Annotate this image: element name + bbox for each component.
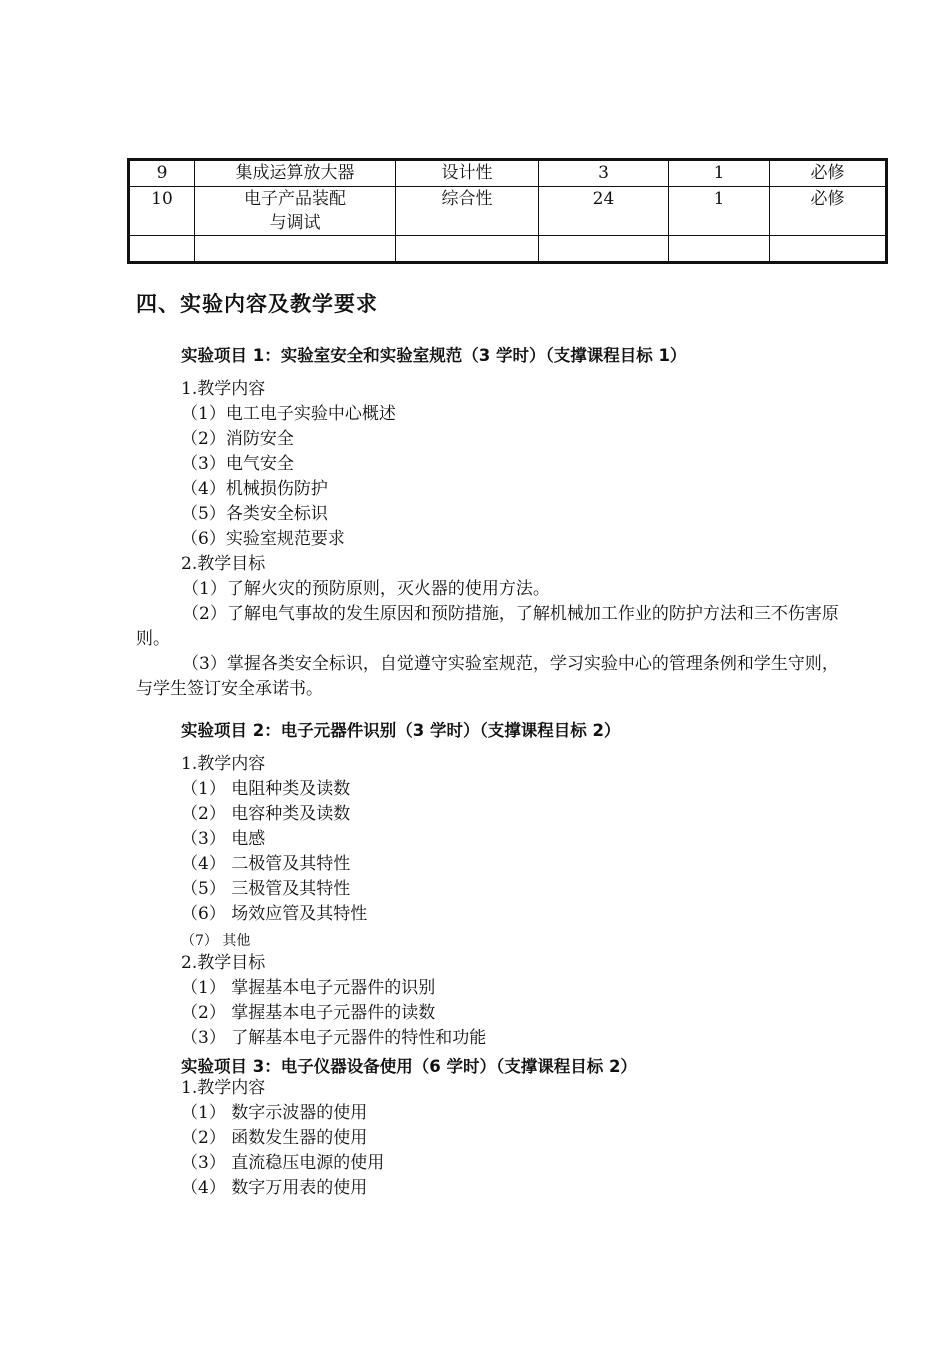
table-row: [129, 236, 887, 263]
table-cell: 必修: [770, 160, 887, 187]
list-item: （1） 电阻种类及读数: [181, 779, 351, 799]
table-cell: 综合性: [396, 187, 539, 236]
project-2-goals-label: 2.教学目标: [181, 953, 266, 973]
table-cell: 集成运算放大器: [195, 160, 396, 187]
table-cell: [770, 236, 887, 263]
table-cell: [195, 236, 396, 263]
table-row: [129, 187, 887, 236]
list-item: （3） 电感: [181, 829, 266, 849]
list-item: （1） 数字示波器的使用: [181, 1103, 368, 1123]
list-item: （2） 函数发生器的使用: [181, 1128, 368, 1148]
table-cell: 1: [669, 160, 770, 187]
project-3-heading: 实验项目 3：电子仪器设备使用（6 学时）（支撑课程目标 2）: [181, 1057, 637, 1076]
project-2-heading: 实验项目 2：电子元器件识别（3 学时）（支撑课程目标 2）: [181, 721, 621, 740]
list-item: （7） 其他: [181, 933, 251, 949]
goal-paragraph: （2）了解电气事故的发生原因和预防措施，了解机械加工作业的防护方法和三不伤害原则。: [136, 604, 839, 649]
table-cell: 设计性: [396, 160, 539, 187]
list-item: （5） 三极管及其特性: [181, 879, 351, 899]
project-2-content-label: 1.教学内容: [181, 754, 266, 774]
table-cell: [539, 236, 669, 263]
table-cell: 1: [669, 187, 770, 236]
list-item: （3） 直流稳压电源的使用: [181, 1153, 385, 1173]
table-cell: 9: [129, 160, 195, 187]
list-item: （4） 数字万用表的使用: [181, 1178, 368, 1198]
list-item: （4） 二极管及其特性: [181, 854, 351, 874]
experiment-table: [127, 158, 888, 264]
section-title: 四、实验内容及教学要求: [136, 292, 378, 316]
list-item: （3）电气安全: [181, 454, 294, 474]
table-cell: [669, 236, 770, 263]
list-item: （2） 电容种类及读数: [181, 804, 351, 824]
table-cell: [129, 236, 195, 263]
project-3-content-label: 1.教学内容: [181, 1078, 266, 1098]
goal-paragraph: （1）了解火灾的预防原则，灭火器的使用方法。: [182, 579, 550, 599]
project-1-goals-label: 2.教学目标: [181, 554, 266, 574]
list-item: （2）消防安全: [181, 429, 294, 449]
table-row: [129, 160, 887, 187]
list-item: （4）机械损伤防护: [181, 479, 328, 499]
list-item: （2） 掌握基本电子元器件的读数: [181, 1003, 436, 1023]
table-cell: 3: [539, 160, 669, 187]
list-item: （1） 掌握基本电子元器件的识别: [181, 978, 436, 998]
list-item: （1）电工电子实验中心概述: [181, 404, 396, 424]
list-item: （6）实验室规范要求: [181, 529, 345, 549]
list-item: （5）各类安全标识: [181, 504, 328, 524]
table-cell: 电子产品装配与调试: [195, 187, 396, 236]
project-1-heading: 实验项目 1：实验室安全和实验室规范（3 学时）（支撑课程目标 1）: [181, 346, 687, 365]
table-cell: [396, 236, 539, 263]
table-cell: 必修: [770, 187, 887, 236]
table-cell: 10: [129, 187, 195, 236]
goal-paragraph: （3）掌握各类安全标识，自觉遵守实验室规范，学习实验中心的管理条例和学生守则，与学生签订安全承诺书。: [136, 654, 839, 699]
project-1-content-label: 1.教学内容: [181, 379, 266, 399]
list-item: （3） 了解基本电子元器件的特性和功能: [181, 1028, 487, 1048]
list-item: （6） 场效应管及其特性: [181, 904, 368, 924]
table-cell: 24: [539, 187, 669, 236]
